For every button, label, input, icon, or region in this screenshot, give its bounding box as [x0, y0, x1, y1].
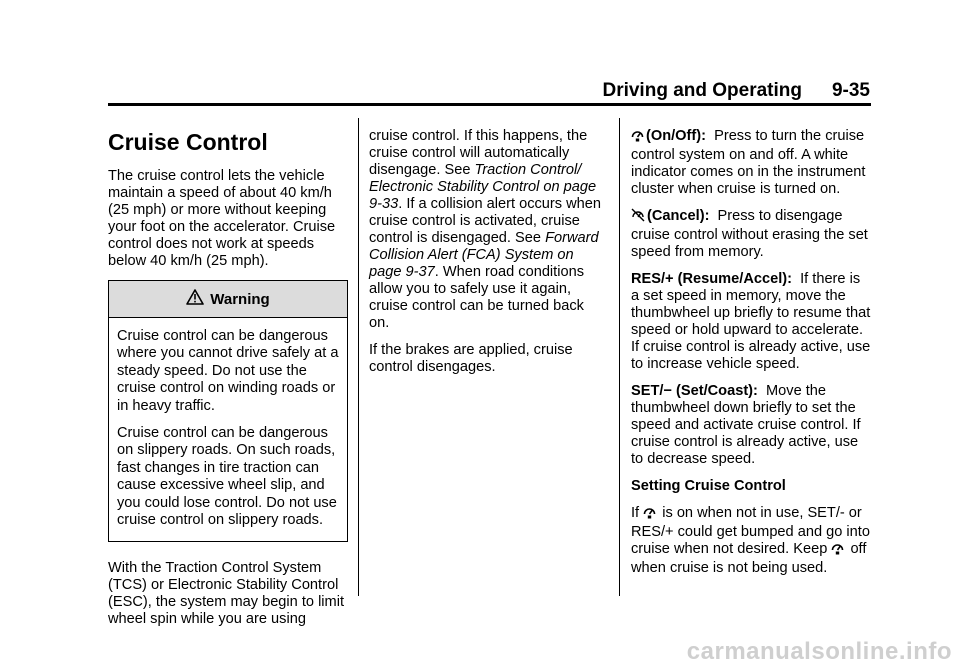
section-title: Driving and Operating: [602, 80, 802, 101]
section-heading: Cruise Control: [108, 129, 268, 155]
control-description: Move the thumbwheel down briefly to set the speed and activate cruise control. If cruise control is already active, use to decrease speed.: [631, 383, 861, 467]
cruise-cancel-icon: [631, 208, 645, 227]
control-label: SET/− (Set/Coast):: [631, 383, 758, 399]
subsection-heading: Setting Cruise Control: [631, 478, 786, 494]
control-label: (Cancel):: [647, 208, 710, 224]
cancel-paragraph: [631, 208, 871, 261]
text-run: is on when not in use, SET/- or RES/+ could get bumped and go into cruise when not desired. Keep: [631, 505, 870, 557]
brakes-paragraph: If the brakes are applied, cruise control disengages.: [369, 342, 573, 375]
text-run: off when cruise is not being used.: [631, 541, 867, 576]
cruise-speedometer-icon: [631, 128, 644, 147]
warning-triangle-icon: [186, 289, 204, 309]
column-2: [369, 128, 605, 386]
text-run: . When road conditions allow you to safely use it again, cruise control can be turned back on.: [369, 264, 584, 331]
warning-label: Warning: [210, 290, 270, 308]
cross-reference-link[interactable]: Traction Control/ Electronic Stability Control on page 9-33: [369, 162, 597, 212]
set-paragraph: [631, 383, 871, 468]
warning-body: [109, 318, 347, 541]
column-3: [631, 128, 871, 587]
text-run: If: [631, 505, 644, 521]
control-label: RES/+ (Resume/Accel):: [631, 271, 792, 287]
tcs-paragraph: With the Traction Control System (TCS) or Electronic Stability Control (ESC), the system may begin to limit wheel spin while you are using: [108, 560, 345, 628]
warning-header: [109, 281, 347, 318]
column-1: [108, 128, 348, 638]
column-divider: [619, 118, 620, 596]
control-description: Press to disengage cruise control without erasing the set speed from memory.: [631, 208, 868, 260]
cruise-speedometer-icon: [831, 541, 844, 560]
cross-reference-link[interactable]: Forward Collision Alert (FCA) System on page 9-37: [369, 230, 599, 280]
warning-box: [108, 280, 348, 542]
watermark: carmanualsonline.info: [686, 638, 952, 665]
warning-paragraph: Cruise control can be dangerous on slippery roads. On such roads, fast changes in tire traction can cause excessive wheel slip, and you could lose control. Do not use cruise control on slippery roads.: [117, 425, 337, 529]
onoff-paragraph: [631, 128, 871, 198]
disengage-paragraph: [369, 128, 605, 332]
resume-paragraph: [631, 271, 871, 373]
intro-paragraph: The cruise control lets the vehicle maintain a speed of about 40 km/h (25 mph) or more without keeping your foot on the accelerator. Cruise control does not work at speeds below 40 km/h (25 mph).: [108, 168, 336, 269]
text-run: cruise control. If this happens, the cruise control will automatically disengage. See: [369, 128, 588, 178]
cruise-speedometer-icon: [643, 505, 656, 524]
setting-paragraph: [631, 505, 871, 577]
control-description: If there is a set speed in memory, move the thumbwheel up briefly to resume that speed or hold upward to accelerate. If cruise control is already active, use to increase vehicle speed.: [631, 271, 871, 372]
warning-paragraph: Cruise control can be dangerous where you cannot drive safely at a steady speed. Do not use the cruise control on winding roads or in heavy traffic.: [117, 328, 339, 414]
page-number: 9-35: [831, 80, 870, 101]
text-run: . If a collision alert occurs when cruise control is activated, cruise control is disengaged. See: [369, 196, 601, 246]
control-description: Press to turn the cruise control system on and off. A white indicator comes on in the instrument cluster when cruise is turned on.: [631, 128, 866, 197]
header-rule: [108, 103, 871, 106]
column-divider: [358, 118, 359, 596]
control-label: (On/Off):: [646, 128, 706, 144]
